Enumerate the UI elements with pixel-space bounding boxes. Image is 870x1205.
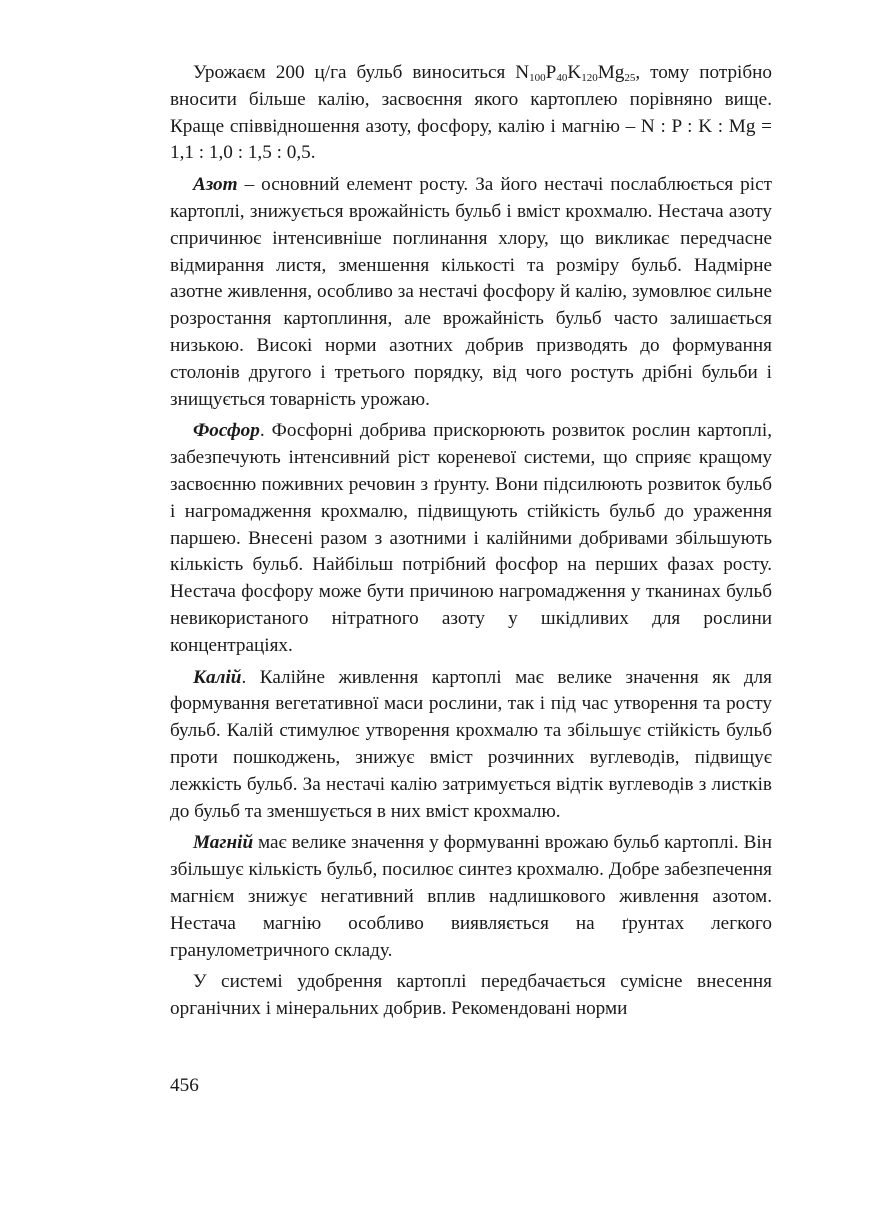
- paragraph-closing: У системі удобрення картоплі передбачається сумісне внесення органічних і мінеральних добрив. Рекомендовані норми: [170, 971, 772, 1020]
- paragraph-intro: [170, 60, 772, 167]
- intro-text-before: Урожаєм 200 ц/га бульб виноситься: [193, 62, 516, 83]
- formula-subscript: 40: [556, 72, 568, 84]
- formula-element: K: [567, 62, 582, 83]
- formula-subscript: 25: [624, 72, 636, 84]
- paragraph-magnesium: [170, 830, 772, 964]
- intro-text-after: , тому потрібно вносити більше калію, засвоєння якого картоплею порівняно вище. Краще співвідношення азоту, фосфору, калію і магнію – N : P : K : Mg = 1,1 : 1,0 : 1,5 : 0,5.: [170, 62, 773, 164]
- formula-subscript: 100: [529, 72, 546, 84]
- paragraph-phosphorus: [170, 418, 772, 659]
- formula-element: N: [515, 62, 530, 83]
- paragraph-nitrogen: [170, 172, 772, 413]
- paragraph-text: – основний елемент росту. За його нестачі послаблюється ріст картоплі, знижується врожайність бульб і вміст крохмалю. Нестача азоту спричинює інтенсивніше поглинання хлору, що викликає передчасне відмирання листя, зменшення кількості та розміру бульб. Надмірне азотне живлення, особливо за нестачі фосфору й калію, зумовлює сильне розростання картоплиння, але врожайність бульб часто залишається низькою. Високі норми азотних добрив призводять до формування столонів другого і третього порядку, від чого ростуть дрібні бульби і знищується товарність урожаю.: [170, 174, 772, 410]
- term-phosphorus: Фосфор: [193, 420, 260, 442]
- term-magnesium: Магній: [193, 832, 254, 854]
- formula-subscript: 120: [581, 72, 598, 84]
- formula-element: P: [545, 62, 557, 83]
- nutrient-removal-formula: [515, 62, 635, 83]
- paragraph-text: має велике значення у формуванні врожаю бульб картоплі. Він збільшує кількість бульб, посилює синтез крохмалю. Добре забезпечення магнієм знижує негативний вплив надлишкового живлення азотом. Нестача магнію особливо виявляється на ґрунтах легкого гранулометричного складу.: [170, 832, 772, 961]
- page-number: 456: [170, 1075, 199, 1096]
- term-potassium: Калій: [193, 666, 242, 688]
- formula-element: Mg: [597, 62, 625, 83]
- main-text: [170, 60, 772, 1028]
- paragraph-text: . Калійне живлення картоплі має велике значення як для формування вегетативної маси рослини, так і під час утворення та росту бульб. Калій стимулює утворення крохмалю та збільшує стійкість бульб проти пошкоджень, знижує вміст розчинних вуглеводів, підвищує лежкість бульб. За нестачі калію затримується відтік вуглеводів з листків до бульб та зменшується в них вміст крохмалю.: [170, 666, 772, 822]
- paragraph-potassium: [170, 665, 772, 826]
- paragraph-text: . Фосфорні добрива прискорюють розвиток рослин картоплі, забезпечують інтенсивний ріст кореневої системи, що сприяє кращому засвоєнню поживних речовин з ґрунту. Вони підсилюють розвиток бульб і нагромадження крохмалю, підвищують стійкість бульб до ураження паршею. Внесені разом з азотними і калійними добривами збільшують кількість бульб. Найбільш потрібний фосфор на перших фазах росту. Нестача фосфору може бути причиною нагромадження у тканинах бульб невикористаного нітратного азоту у шкідливих для рослини концентраціях.: [170, 420, 772, 656]
- term-nitrogen: Азот: [193, 174, 238, 196]
